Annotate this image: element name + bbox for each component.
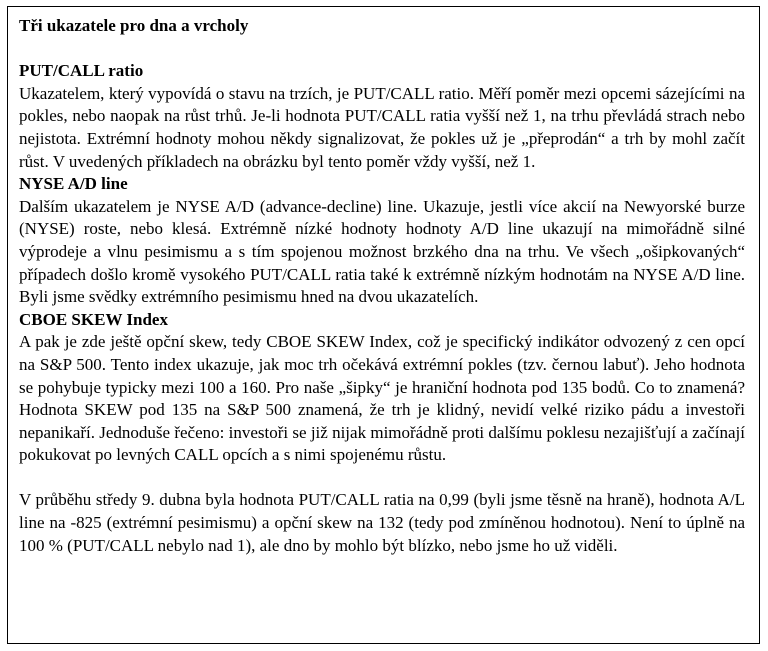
paragraph-gap bbox=[19, 467, 745, 490]
section-heading-put-call: PUT/CALL ratio bbox=[19, 61, 144, 81]
section-text-nyse-ad: Dalším ukazatelem je NYSE A/D (advance-decline) line. Ukazuje, jestli více akcií na Newyorské burze (NYSE) roste, nebo klesá. Extrémně nízké hodnoty hodnoty A/D line ukazují na mimořádně silné výprodeje a vlnu pesimismu a s tím spojenou možnost brzkého dna na trhu. Ve všech „ošipkovaných“ případech došlo kromě vysokého PUT/CALL ratia také k extrémně nízkým hodnotám na NYSE A/D line. Byli jsme svědky extrémního pesimismu hned na dvou ukazatelích. bbox=[19, 196, 745, 307]
section-text-cboe-skew: A pak je zde ještě opční skew, tedy CBOE SKEW Index, což je specifický indikátor odvozený z cen opcí na S&P 500. Tento index ukazuje, jak moc trh očekává extrémní pokles (tzv. černou labuť). Jeho hodnota se pohybuje typicky mezi 100 a 160. Pro naše „šipky“ je hraniční hodnota pod 135 bodů. Co to znamená? Hodnota SKEW pod 135 na S&P 500 znamená, že trh je klidný, nevidí velké riziko pádu a investoři nepanikaří. Jednoduše řečeno: investoři se již nijak mimořádně proti dalšímu poklesu nezajišťují a začínají pokukovat po levných CALL opcích a s nimi spojenému růstu. bbox=[19, 332, 745, 465]
section-text-put-call: Ukazatelem, který vypovídá o stavu na trzích, je PUT/CALL ratio. Měří poměr mezi opcemi sázejícími na pokles, nebo naopak na růst trhů. Je-li hodnota PUT/CALL ratia vyšší než 1, na trhu převládá strach nebo nejistota. Extrémní hodnoty mohou někdy signalizovat, že pokles už je „přeprodán“ a trh by mohl začít růst. V uvedených příkladech na obrázku byl tento poměr vždy vyšší, než 1. bbox=[19, 83, 745, 171]
document-title: Tři ukazatele pro dna a vrcholy bbox=[19, 16, 249, 35]
section-heading-cboe-skew: CBOE SKEW Index bbox=[19, 309, 168, 329]
section-heading-nyse-ad: NYSE A/D line bbox=[19, 174, 128, 194]
document-box bbox=[7, 6, 760, 644]
summary-paragraph: V průběhu středy 9. dubna byla hodnota PUT/CALL ratia na 0,99 (byli jsme těsně na hraně), hodnota A/L line na -825 (extrémní pesimismu) a opční skew na 132 (tedy pod zmíněnou hodnotou). Není to úplně na 100 % (PUT/CALL nebylo nad 1), ale dno by mohlo být blízko, nebo jsme ho už viděli. bbox=[19, 490, 745, 555]
